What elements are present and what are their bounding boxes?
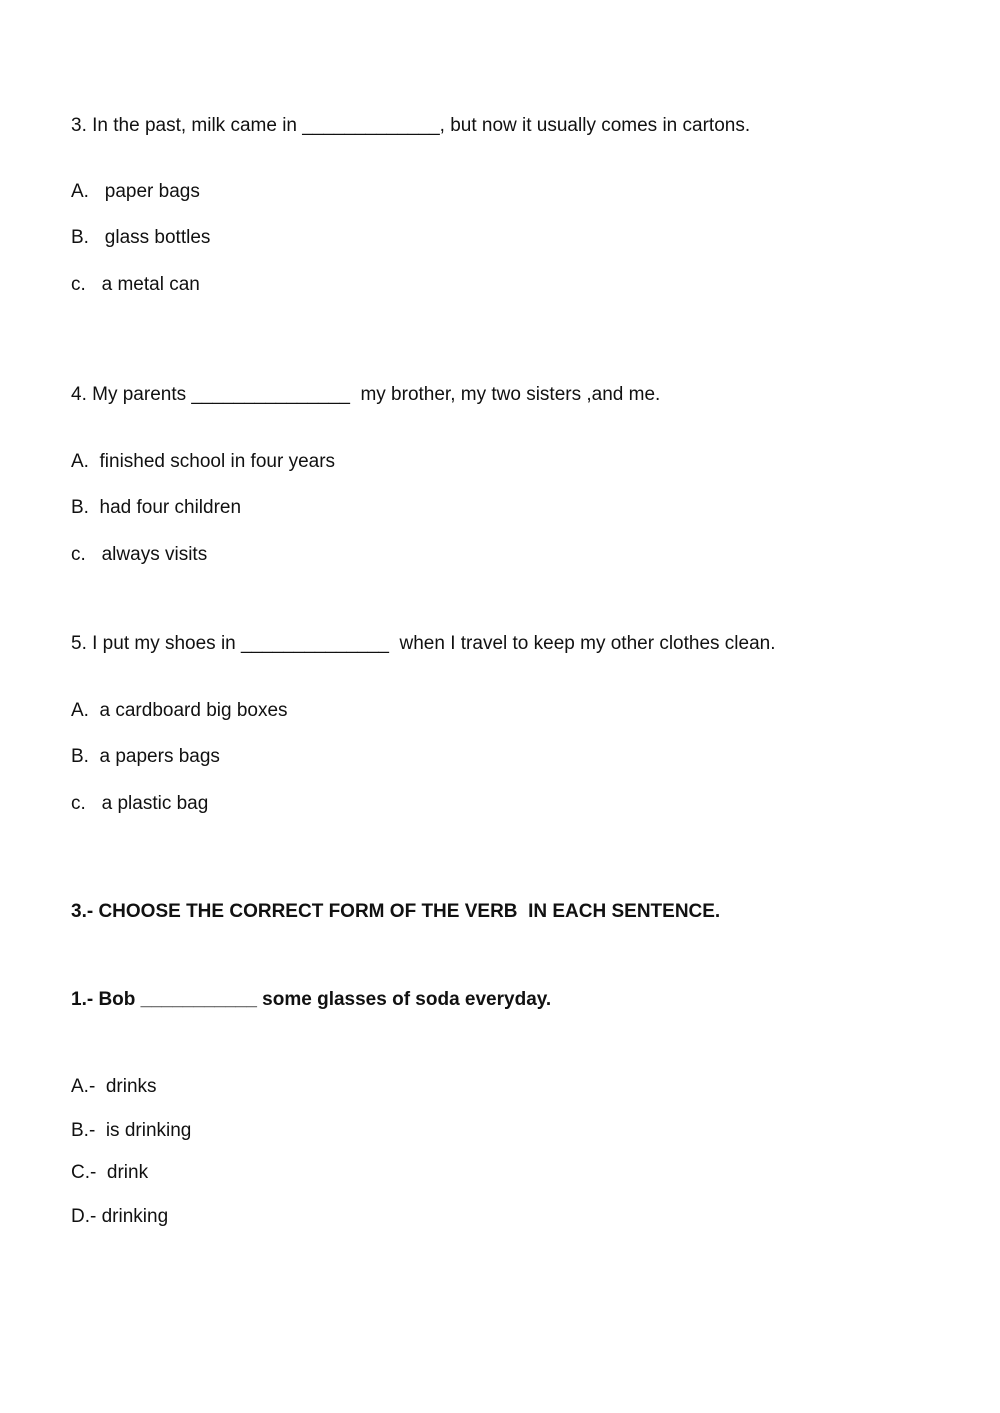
question-5-option-c[interactable]: c. a plastic bag	[71, 793, 209, 814]
verb-question-1-option-b[interactable]: B.- is drinking	[71, 1120, 192, 1141]
question-4-text: 4. My parents _______________ my brother, my two sisters ,and me.	[71, 384, 661, 405]
section-heading: 3.- CHOOSE THE CORRECT FORM OF THE VERB IN EACH SENTENCE.	[71, 901, 721, 922]
verb-question-1-option-a[interactable]: A.- drinks	[71, 1076, 157, 1097]
question-4-option-a[interactable]: A. finished school in four years	[71, 451, 336, 472]
question-4-option-b[interactable]: B. had four children	[71, 497, 242, 518]
verb-question-1-option-d[interactable]: D.- drinking	[71, 1206, 169, 1227]
verb-question-1-option-c[interactable]: C.- drink	[71, 1162, 149, 1183]
question-5-text: 5. I put my shoes in ______________ when I travel to keep my other clothes clean.	[71, 633, 776, 654]
question-5-option-b[interactable]: B. a papers bags	[71, 746, 220, 767]
verb-question-1-text: 1.- Bob ___________ some glasses of soda everyday.	[71, 989, 552, 1010]
question-5-option-a[interactable]: A. a cardboard big boxes	[71, 700, 288, 721]
question-3-option-c[interactable]: c. a metal can	[71, 274, 200, 295]
question-3-text: 3. In the past, milk came in _____________, but now it usually comes in cartons.	[71, 115, 751, 136]
question-3-option-b[interactable]: B. glass bottles	[71, 227, 211, 248]
question-3-option-a[interactable]: A. paper bags	[71, 181, 200, 202]
question-4-option-c[interactable]: c. always visits	[71, 544, 208, 565]
